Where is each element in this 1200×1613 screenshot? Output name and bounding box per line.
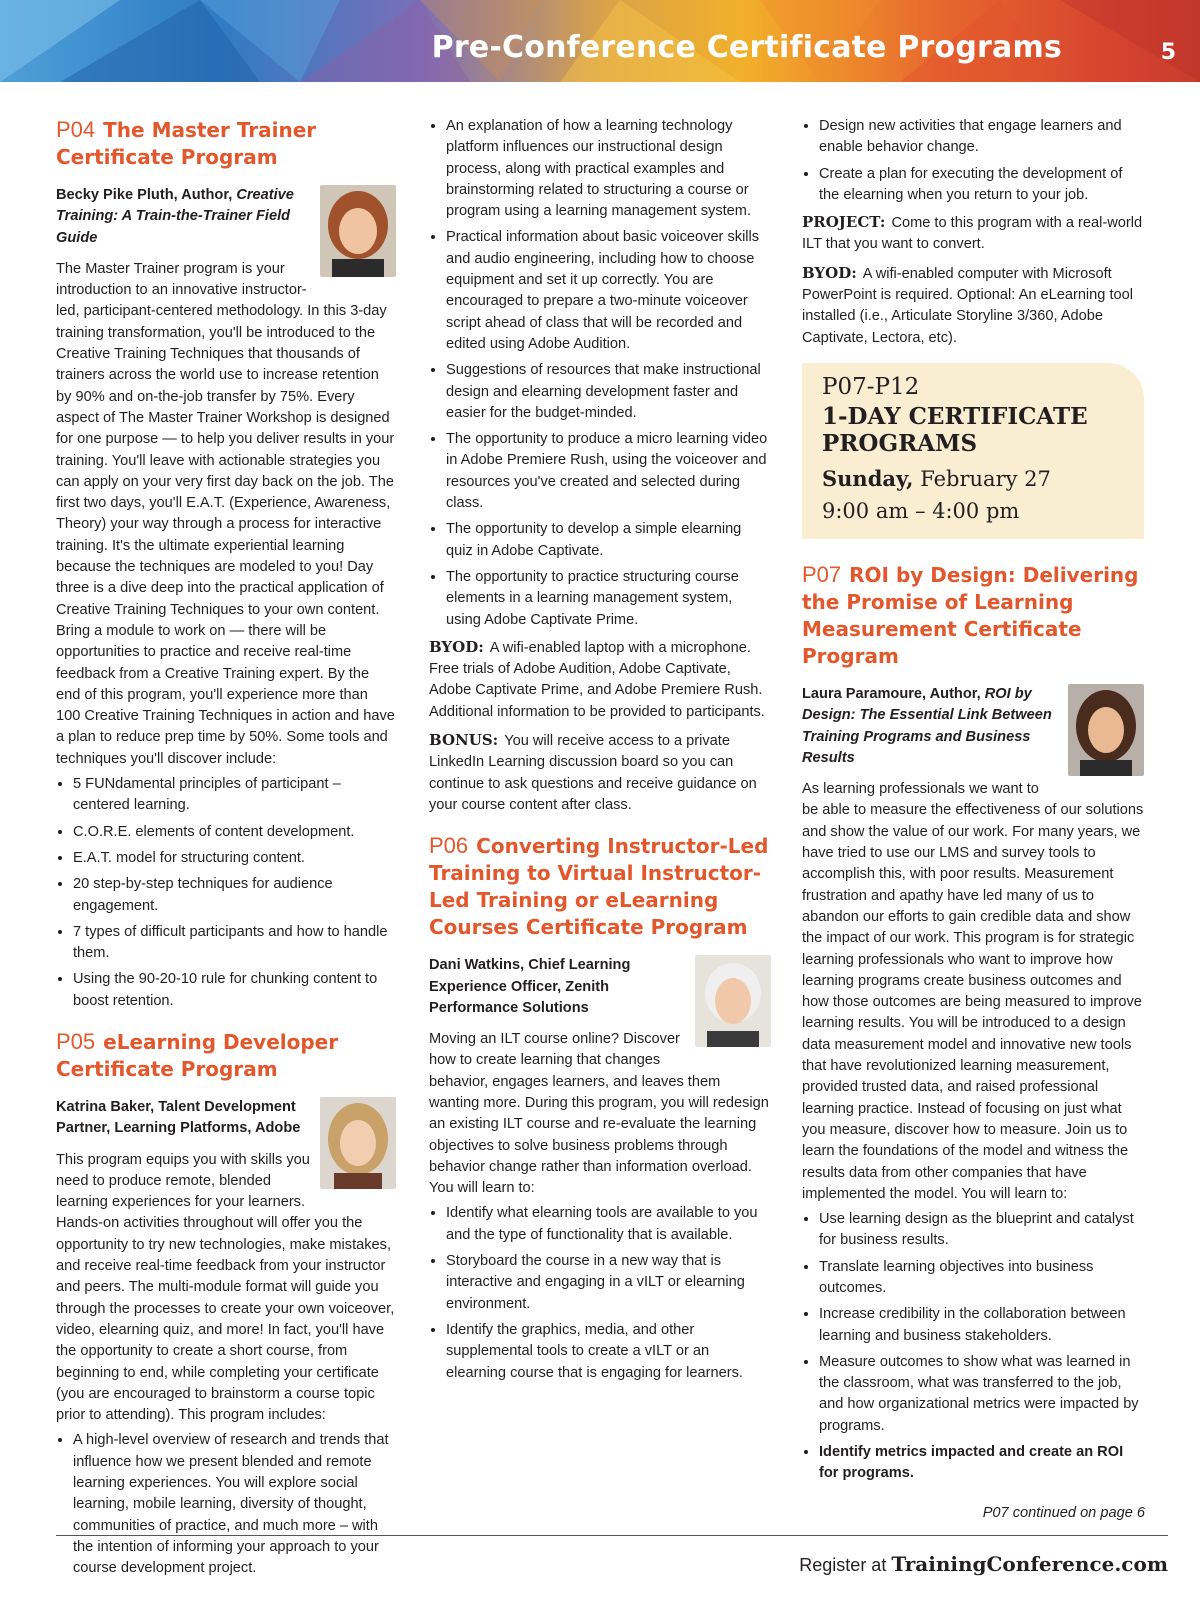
p05-byod-text: A wifi-enabled laptop with a microphone. Free trials of Adobe Audition, Adobe Captivate, Adobe Captivate Prime, and Adobe Premiere Rush. Additional information to be provided to participants. — [429, 639, 765, 720]
list-item: • 20 step-by-step techniques for audience engagement. — [73, 874, 396, 917]
p06-bullets-b — [802, 116, 1144, 206]
footer-prefix: Register at — [799, 1555, 892, 1575]
p07-bullets — [802, 1209, 1144, 1485]
list-item: • 5 FUNdamental principles of participant –centered learning. — [73, 774, 396, 817]
becky-pluth-photo — [320, 185, 396, 277]
list-item: • E.A.T. model for structuring content. — [73, 848, 396, 869]
p06-heading — [429, 832, 771, 941]
column-2 — [429, 116, 771, 1390]
p06-project-label: PROJECT: — [802, 213, 886, 232]
p07-body: As learning professionals we want to be able to measure the effectiveness of our solutions and show the value of our work. For many years, we have tried to use our LMS and survey tools to accomplish this, with poor results. Measurement frustration and apathy have led many of us to abandon our efforts to gain credible data and show the impact of our work. This program is for strategic learning professionals who want to improve how learning programs create business outcomes and how those outcomes are being measured to improve learning results. You will be introduced to a design data measurement model and innovative new tools that have revolutionized learning measurement, provided trusted data, and raised professional learning practice. Instead of focusing on just what you measure, discover how to measure. Join us to learn the foundations of the model and witness the results data from other companies that have implemented the model. You will learn to: — [802, 781, 1144, 1202]
p05-title: eLearning Developer Certificate Program — [56, 1029, 339, 1081]
p06-speaker: Dani Watkins, Chief Learning Experience Officer, Zenith Performance Solutions — [429, 957, 631, 1016]
list-item: • Using the 90-20-10 rule for chunking content to boost retention. — [73, 969, 396, 1012]
list-item: • Identify the graphics, media, and other supplemental tools to create a vILT or an elearning course that is engaging for learners. — [446, 1320, 771, 1384]
list-item: • Create a plan for executing the development of the elearning when you return to your job. — [819, 164, 1144, 207]
footer-site-link[interactable]: TrainingConference.com — [891, 1552, 1168, 1576]
page-number: 5 — [1160, 40, 1176, 65]
one-day-callout — [802, 363, 1144, 539]
list-item: • 7 types of difficult participants and how to handle them. — [73, 922, 396, 965]
list-item: • Translate learning objectives into business outcomes. — [819, 1257, 1144, 1300]
list-item: • A high-level overview of research and trends that influence how we present blended and remote learning experiences. You will explore social learning, mobile learning, diversity of thought, communities of practice, and much more – with the intention of informing your approach to your course development project. — [73, 1430, 396, 1579]
p06-body: Moving an ILT course online? Discover how to create learning that changes behavior, engages learners, and leaves them wanting more. During this program, you will redesign an existing ILT course and re-evaluate the learning objectives to solve business problems through behavior change rather than information overload. You will learn to: — [429, 1031, 769, 1197]
p06-code: P06 — [429, 833, 469, 859]
list-item: • Practical information about basic voiceover skills and audio engineering, including how to choose equipment and set it up correctly. You are encouraged to prepare a two-minute voiceover script ahead of class that will be recorded and edited using Adobe Audition. — [446, 227, 771, 355]
list-item: • Storyboard the course in a new way that is interactive and engaging in a vILT or elearning environment. — [446, 1251, 771, 1315]
list-item: • Increase credibility in the collaboration between learning and business stakeholders. — [819, 1304, 1144, 1347]
p06-project-text: Come to this program with a real-world ILT that you want to convert. — [802, 215, 1143, 253]
p04-body: The Master Trainer program is your introduction to an innovative instructor-led, participant-centered methodology. In this 3-day training transformation, you'll be introduced to the Creative Training Techniques that thousands of trainers across the world use to increase retention by 90% and on-the-job transfer by 75%. Every aspect of The Master Trainer Workshop is designed for one purpose — to help you deliver results in your training. You'll leave with actionable strategies you can apply on your very first day back on the job. The first two days, you'll E.A.T. (Experience, Awareness, Theory) your way through a process for interactive training. It's the ultimate experiential learning because the techniques are modeled to you! Day three is a dive deep into the practical application of Creative Training Techniques to your own content. Bring a module to work on — there will be opportunities to practice and receive real-time feedback from a Creative Training expert. By the end of this program, you'll experience more than 100 Creative Training Techniques in action and have a plan to reduce prep time by 50%. Some tools and techniques you'll discover include: — [56, 260, 395, 767]
p05-bullets-b — [429, 116, 771, 631]
p05-body: This program equips you with skills you need to produce remote, blended learning experiences for your learners. Hands-on activities throughout will offer you the opportunity to try new technologies, make mistakes, and receive real-time feedback from your instructor and peers. The multi-module format will guide you through the processes to create your own voiceover, video, elearning quiz, and more! In fact, you'll have the opportunity to create a short course, from beginning to end, while completing your certificate (you are encouraged to brainstorm a course topic prior to attending). This program includes: — [56, 1151, 395, 1424]
p07-title: ROI by Design: Delivering the Promise of Learning Measurement Certificate Program — [802, 562, 1139, 668]
callout-range: P07-P12 — [822, 373, 920, 400]
p04-bullets — [56, 774, 396, 1012]
laura-paramoure-photo — [1068, 684, 1144, 776]
p07-code: P07 — [802, 561, 842, 587]
p05-heading — [56, 1028, 396, 1083]
list-item: • Identify metrics impacted and create an ROI for programs. — [819, 1442, 1144, 1485]
p05-speaker: Katrina Baker, Talent Development Partner, Learning Platforms, Adobe — [56, 1098, 301, 1137]
p07-speaker-name: Laura Paramoure, Author, — [802, 685, 985, 702]
p04-code: P04 — [56, 117, 96, 142]
p05-bonus — [429, 730, 771, 816]
continued-note: P07 continued on page 6 — [982, 1505, 1145, 1521]
list-item: • C.O.R.E. elements of content development. — [73, 822, 396, 843]
p06-byod-text: A wifi-enabled computer with Microsoft PowerPoint is required. Optional: An eLearning tool installed (i.e., Articulate Storyline 3/360, Adobe Captivate, Lectora, etc). — [802, 265, 1133, 346]
column-3 — [802, 116, 1144, 1491]
banner-title: Pre-Conference Certificate Programs — [431, 30, 1062, 65]
p07-heading — [802, 561, 1144, 670]
p05-bonus-label: BONUS: — [429, 731, 499, 750]
list-item: • Identify what elearning tools are available to you and the type of functionality that is available. — [446, 1203, 771, 1246]
p04-speaker-name: Becky Pike Pluth, Author, — [56, 187, 237, 203]
p06-bullets-a — [429, 1203, 771, 1383]
list-item: • Design new activities that engage learners and enable behavior change. — [819, 116, 1144, 159]
list-item: • The opportunity to produce a micro learning video in Adobe Premiere Rush, using the voiceover and resources you've created and selected during class. — [446, 429, 771, 514]
p06-byod — [802, 263, 1144, 349]
list-item: • Suggestions of resources that make instructional design and elearning development faster and easier for the budget-minded. — [446, 360, 771, 424]
p05-byod — [429, 637, 771, 723]
callout-heading: 1-DAY CERTIFICATE PROGRAMS — [822, 402, 1088, 457]
p06-title: Converting Instructor-Led Training to Virtual Instructor-Led Training or eLearning Courses Certificate Program — [429, 834, 769, 940]
dani-watkins-photo — [695, 955, 771, 1047]
list-item: • The opportunity to develop a simple elearning quiz in Adobe Captivate. — [446, 519, 771, 562]
footer-divider — [56, 1535, 1168, 1536]
p04-title: The Master Trainer Certificate Program — [56, 118, 317, 169]
p06-project — [802, 212, 1144, 256]
list-item: • Use learning design as the blueprint and catalyst for business results. — [819, 1209, 1144, 1252]
column-1 — [56, 116, 396, 1586]
list-item: • An explanation of how a learning technology platform influences our instructional design process, along with practical examples and brainstorming related to structuring a course or program using a learning management system. — [446, 116, 771, 222]
p05-byod-label: BYOD: — [429, 637, 484, 656]
p07-speaker-book: ROI by Design: The Essential Link Between Training Programs and Business Results — [802, 685, 1052, 766]
list-item: • The opportunity to practice structuring course elements in a learning management system, using Adobe Captivate Prime. — [446, 567, 771, 631]
list-item: • Measure outcomes to show what was learned in the classroom, what was transferred to the job, and how organizational metrics were impacted by programs. — [819, 1352, 1144, 1437]
callout-weekday: Sunday, — [822, 465, 914, 491]
callout-day — [822, 463, 1124, 495]
footer — [799, 1552, 1168, 1576]
callout-time: 9:00 am – 4:00 pm — [822, 498, 1020, 523]
callout-date: February 27 — [920, 466, 1051, 491]
p05-bonus-text: You will receive access to a private LinkedIn Learning discussion board so you can continue to ask questions and receive guidance on your course content after class. — [429, 733, 757, 813]
p05-code: P05 — [56, 1028, 96, 1054]
p06-byod-label: BYOD: — [802, 263, 857, 282]
header-banner — [0, 0, 1200, 82]
p04-heading — [56, 116, 396, 171]
katrina-baker-photo — [320, 1097, 396, 1189]
p04-speaker-book: Creative Training: A Train-the-Trainer Field Guide — [56, 187, 294, 246]
p05-bullets-a — [56, 1430, 396, 1579]
